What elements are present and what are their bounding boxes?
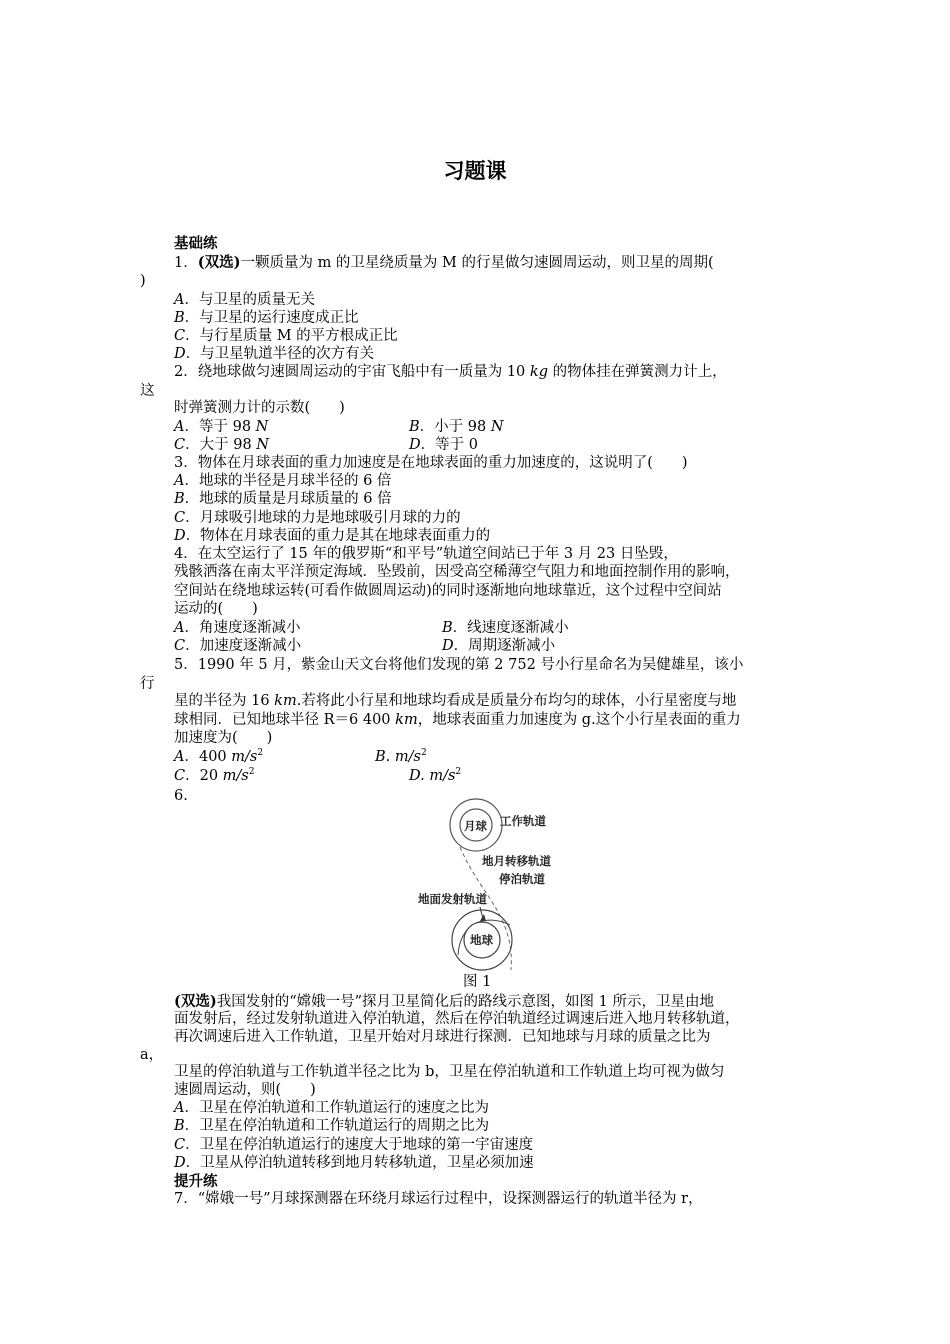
transfer-orbit-label: 地月转移轨道 (482, 854, 551, 868)
question-3-stem: 3．物体在月球表面的重力加速度是在地球表面的重力加速度的，这说明了( ) (174, 455, 688, 471)
question-2-stem: 2．绕地球做匀速圆周运动的宇宙飞船中有一质量为 10 kg 的物体挂在弹簧测力计上， (174, 364, 727, 380)
question-5-line-3: 星的半径为 16 km.若将此小行星和地球均看成是质量分布均匀的球体，小行星密度与地 (174, 693, 737, 709)
q3-option-b: B．地球的质量是月球质量的 6 倍 (174, 491, 392, 507)
question-5-line-1: 5．1990 年 5 月，紫金山天文台将他们发现的第 2 752 号小行星命名为吴健雄星，该小 (174, 657, 744, 673)
question-6-line-1: (双选)我国发射的“嫦娥一号”探月卫星简化后的路线示意图，如图 1 所示，卫星由地 (174, 993, 715, 1010)
question-2-stem-cont2: 时弹簧测力计的示数( ) (174, 400, 345, 416)
q5-option-a: A．400 $m/s^2$ (174, 748, 264, 765)
q4-option-b: B．线速度逐渐减小 (442, 620, 569, 636)
work-orbit-label: 工作轨道 (500, 814, 546, 828)
q1-option-b: B．与卫星的运行速度成正比 (174, 310, 359, 326)
q6-option-a: A．卫星在停泊轨道和工作轨道运行的速度之比为 (174, 1100, 489, 1116)
question-6-line-3: 再次调速后进入工作轨道，卫星开始对月球进行探测．已知地球与月球的质量之比为 (174, 1029, 711, 1045)
question-4-line-2: 残骸洒落在南太平洋预定海域．坠毁前，因受高空稀薄空气阻力和地面控制作用的影响， (174, 564, 740, 580)
q5-option-b: B. $m/s^2$ (375, 748, 427, 765)
q6-option-b: B．卫星在停泊轨道和工作轨道运行的周期之比为 (174, 1118, 490, 1134)
question-5-line-2: 行 (140, 676, 155, 692)
q5-option-c: C．20 $m/s^2$ (174, 767, 255, 784)
question-7-line-1: 7．“嫦娥一号”月球探测器在环绕月球运行过程中，设探测器运行的轨道半径为 r， (174, 1191, 703, 1207)
question-1-stem: 1．(双选)一颗质量为 m 的卫星绕质量为 M 的行星做匀速圆周运动，则卫星的周期( (174, 254, 714, 271)
question-6-line-6: 速圆周运动，则( ) (174, 1082, 316, 1098)
earth-label: 地球 (470, 933, 493, 947)
q4-option-c: C．加速度逐渐减小 (174, 638, 302, 654)
question-4-line-1: 4．在太空运行了 15 年的俄罗斯“和平号”轨道空间站已于年 3 月 23 日坠毁， (174, 546, 678, 562)
question-6-line-4: a， (140, 1047, 164, 1063)
double-choice-tag: (双选) (197, 254, 241, 271)
question-4-line-4: 运动的( ) (174, 601, 258, 617)
q1-option-c: C．与行星质量 M 的平方根成正比 (174, 328, 398, 344)
q4-option-d: D．周期逐渐减小 (442, 638, 556, 654)
parking-orbit-label: 停泊轨道 (499, 872, 545, 886)
q2-option-a: A．等于 98 N (174, 419, 269, 435)
double-choice-tag: (双选) (174, 993, 217, 1010)
moon-label: 月球 (464, 819, 487, 833)
q6-option-d: D．卫星从停泊轨道转移到地月转移轨道，卫星必须加速 (174, 1155, 534, 1171)
page-title: 习题课 (443, 159, 507, 183)
question-5-line-5: 加速度为( ) (174, 730, 273, 746)
q3-option-d: D．物体在月球表面的重力是其在地球表面重力的 (174, 528, 491, 544)
section-heading-advanced: 提升练 (174, 1173, 218, 1190)
q1-option-a: A．与卫星的质量无关 (174, 292, 315, 308)
question-6-line-2: 面发射后，经过发射轨道进入停泊轨道，然后在停泊轨道经过调速后进入地月转移轨道， (174, 1011, 740, 1027)
launch-orbit-label: 地面发射轨道 (418, 892, 487, 906)
question-2-stem-cont: 这 (140, 383, 155, 399)
figure-caption: 图 1 (463, 974, 492, 990)
orbit-diagram (400, 795, 570, 995)
question-6-number: 6. (174, 788, 188, 804)
q2-option-d: D．等于 0 (409, 437, 478, 453)
q2-option-c: C．大于 98 N (174, 437, 269, 453)
question-1-stem-cont: ) (140, 273, 146, 289)
question-4-line-3: 空间站在绕地球运转(可看作做圆周运动)的同时逐渐地向地球靠近，这个过程中空间站 (174, 583, 722, 599)
q5-option-d: D. $m/s^2$ (409, 767, 462, 784)
section-heading-basic: 基础练 (174, 235, 218, 252)
q3-option-c: C．月球吸引地球的力是地球吸引月球的力的 (174, 510, 461, 526)
q4-option-a: A．角速度逐渐减小 (174, 620, 301, 636)
question-6-line-5: 卫星的停泊轨道与工作轨道半径之比为 b，卫星在停泊轨道和工作轨道上均可视为做匀 (174, 1064, 725, 1080)
q2-option-b: B．小于 98 N (409, 419, 504, 435)
q1-option-d: D．与卫星轨道半径的次方有关 (174, 346, 375, 362)
q6-option-c: C．卫星在停泊轨道运行的速度大于地球的第一宇宙速度 (174, 1137, 534, 1153)
question-5-line-4: 球相同．已知地球半径 R＝6 400 km，地球表面重力加速度为 g.这个小行星表面的重力 (174, 712, 741, 728)
q3-option-a: A．地球的半径是月球半径的 6 倍 (174, 473, 392, 489)
